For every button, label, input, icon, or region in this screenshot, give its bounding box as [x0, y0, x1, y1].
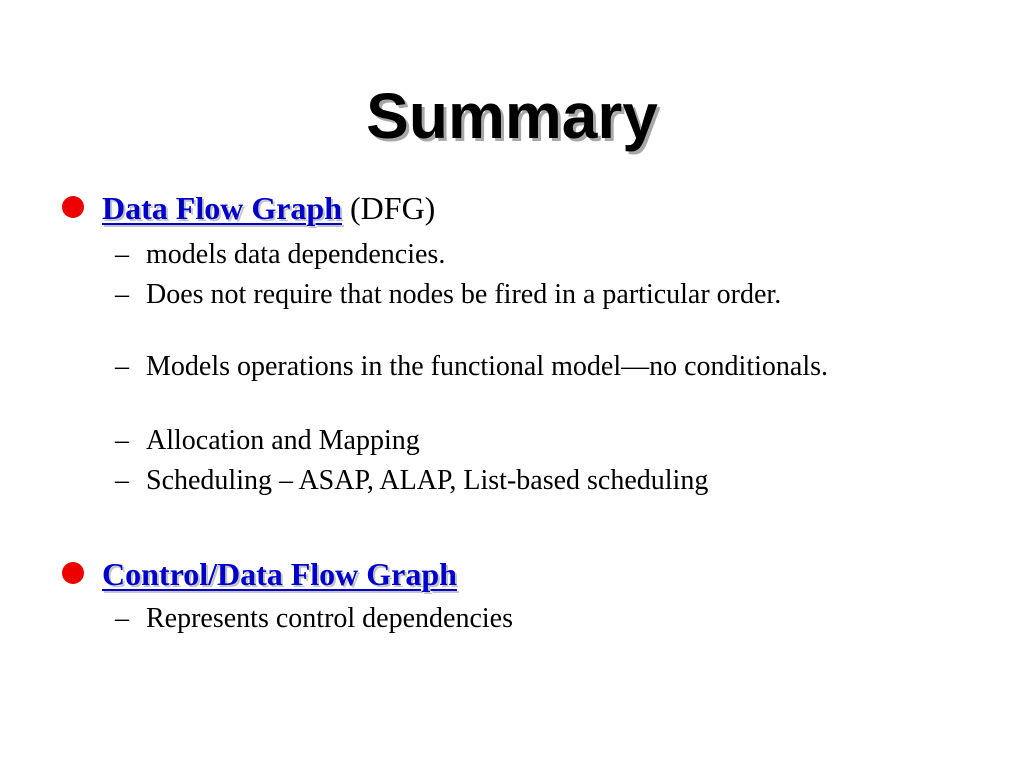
bullet-data-flow-graph: [62, 186, 962, 230]
red-disc-bullet-icon: [62, 562, 84, 584]
bullet-text: [102, 186, 435, 230]
slide-title: Summary: [366, 80, 658, 152]
sub-item-text: Represents control dependencies: [146, 603, 513, 634]
dash-marker: –: [115, 603, 129, 634]
sub-item-text: Does not require that nodes be fired in a particular order.: [146, 279, 782, 310]
dash-marker: –: [115, 239, 129, 270]
term-control-data-flow-graph: Control/Data Flow Graph: [102, 556, 457, 592]
term-data-flow-graph: Data Flow Graph: [102, 190, 342, 226]
sub-item-text: Allocation and Mapping: [146, 425, 420, 456]
sub-item-text: models data dependencies.: [146, 239, 446, 270]
term-abbreviation: (DFG): [350, 190, 436, 226]
dash-marker: –: [115, 351, 129, 382]
sub-item-text: Models operations in the functional model—no conditionals.: [146, 351, 828, 382]
dash-marker: –: [115, 465, 129, 496]
bullet-text: [102, 552, 457, 596]
dash-marker: –: [115, 425, 129, 456]
dash-marker: –: [115, 279, 129, 310]
sub-item-text: Scheduling – ASAP, ALAP, List-based scheduling: [146, 465, 709, 496]
bullet-control-data-flow-graph: [62, 552, 962, 596]
red-disc-bullet-icon: [62, 196, 84, 218]
